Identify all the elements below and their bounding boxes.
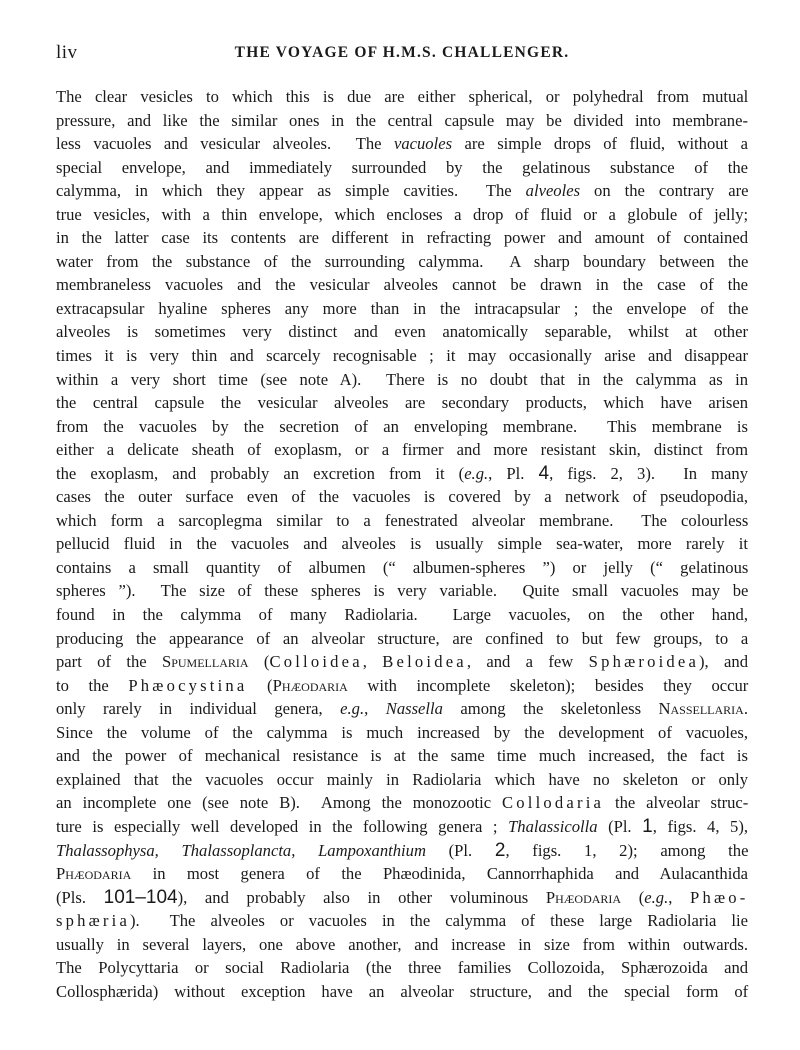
- text-segment: with incomplete skeleton); besides they occur: [347, 675, 749, 695]
- text-segment: among the skeletonless: [442, 699, 659, 719]
- text-line: [56, 744, 748, 768]
- text-line: [56, 697, 748, 721]
- text-segment: , and a few: [466, 652, 589, 672]
- text-segment: either a delicate sheath of exoplasm, or a firmer and more resistant skin, distinct from: [56, 440, 748, 460]
- text-line: [56, 603, 748, 627]
- text-line: [56, 862, 748, 886]
- text-segment: water from the substance of the surrounding calymma. A sharp boundary between the: [56, 251, 749, 271]
- text-segment: 101–104: [103, 886, 178, 908]
- text-segment: Thalassophysa, Thalassoplancta, Lampoxanthium: [56, 840, 426, 860]
- text-line: [56, 344, 748, 368]
- text-segment: ture is especially well developed in the following genera ;: [56, 816, 509, 836]
- page-number: liv: [56, 42, 78, 63]
- running-title: THE VOYAGE OF H.M.S. CHALLENGER.: [234, 44, 570, 61]
- text-line: [56, 627, 748, 651]
- text-segment: e.g.: [464, 463, 489, 483]
- text-segment: true vesicles, with a thin envelope, which encloses a drop of fluid or a globule of jelly;: [56, 204, 749, 224]
- text-segment: Beloidea: [382, 652, 467, 672]
- text-line: [56, 815, 748, 839]
- text-segment: pellucid fluid in the vacuoles and alveoles is usually simple sea-water, more rarely it: [56, 534, 748, 554]
- text-segment: 1: [642, 815, 653, 837]
- text-segment: (Pl.: [425, 840, 495, 860]
- text-line: [56, 462, 748, 486]
- text-segment: cases the outer surface even of the vacuoles is covered by a network of pseudopodia,: [56, 487, 748, 507]
- text-segment: , figs. 1, 2); among the: [505, 840, 749, 860]
- text-segment: Nassella: [385, 699, 443, 719]
- text-line: [56, 273, 748, 297]
- text-segment: Sphæroidea: [588, 652, 700, 672]
- text-segment: special envelope, and immediately surrounded by the gelatinous substance of the: [56, 157, 748, 177]
- text-segment: producing the appearance of an alveolar structure, are confined to but few groups, to a: [56, 628, 749, 648]
- text-line: [56, 579, 748, 603]
- text-line: [56, 297, 748, 321]
- text-segment: in the latter case its contents are different in refracting power and amount of contained: [56, 228, 748, 248]
- text-line: [56, 886, 748, 910]
- text-line: [56, 933, 748, 957]
- text-segment: Nassellaria: [658, 699, 744, 719]
- text-segment: Spumellaria: [161, 652, 249, 672]
- text-segment: which form a sarcoplegma similar to a fenestrated alveolar membrane. The colourless: [56, 510, 749, 530]
- text-segment: , figs. 2, 3). In many: [549, 463, 748, 483]
- text-line: [56, 320, 748, 344]
- text-segment: (Pls.: [56, 887, 104, 907]
- text-segment: within a very short time (see note A). There is no doubt that in the calymma as in: [56, 369, 749, 389]
- text-segment: less vacuoles and vesicular alveoles. The: [56, 134, 394, 154]
- text-segment: only rarely in individual genera,: [56, 699, 341, 719]
- text-segment: found in the calymma of many Radiolaria. Large vacuoles, on the other hand,: [56, 605, 748, 625]
- text-segment: membraneless vacuoles and the vesicular alveoles cannot be drawn in the case of the: [56, 275, 748, 295]
- text-segment: , figs. 4, 5),: [652, 816, 749, 836]
- text-line: [56, 203, 748, 227]
- text-segment: ), and probably also in other voluminous: [177, 887, 546, 907]
- text-line: [56, 485, 748, 509]
- text-segment: 2: [494, 839, 506, 861]
- text-line: [56, 509, 748, 533]
- text-line: [56, 650, 748, 674]
- text-segment: e.g.: [340, 699, 365, 719]
- text-segment: Collodaria: [502, 793, 605, 813]
- text-segment: (Pl.: [597, 816, 643, 836]
- text-segment: contains a small quantity of albumen (“ albumen-spheres ”) or jelly (“ gelatinous: [56, 557, 749, 577]
- text-line: [56, 415, 748, 439]
- text-segment: Colloidea: [269, 652, 363, 672]
- text-segment: Phæo-: [690, 887, 749, 907]
- body-text: [56, 85, 748, 1003]
- text-segment: , Pl.: [488, 463, 539, 483]
- text-line: [56, 532, 748, 556]
- text-segment: spheres ”). The size of these spheres is very variable. Quite small vacuoles may be: [56, 581, 749, 601]
- text-segment: vacuoles: [393, 134, 453, 154]
- text-segment: ,: [362, 652, 383, 672]
- text-segment: Since the volume of the calymma is much increased by the development of vacuoles,: [56, 722, 748, 742]
- text-line: [56, 674, 748, 698]
- text-segment: (: [248, 652, 270, 672]
- text-line: [56, 132, 748, 156]
- text-line: [56, 980, 748, 1004]
- text-segment: Thalassicolla: [508, 816, 598, 836]
- text-segment: part of the: [56, 652, 162, 672]
- text-line: [56, 250, 748, 274]
- text-line: [56, 179, 748, 203]
- text-line: [56, 226, 748, 250]
- text-segment: alveoles is sometimes very distinct and even anatomically separable, whilst at other: [56, 322, 748, 342]
- text-line: [56, 438, 748, 462]
- text-segment: ). The alveoles or vacuoles in the calymma of these large Radiolaria lie: [130, 911, 748, 931]
- text-line: [56, 956, 748, 980]
- text-segment: (: [621, 887, 645, 907]
- text-line: [56, 368, 748, 392]
- text-line: [56, 721, 748, 745]
- text-segment: alveoles: [525, 181, 581, 201]
- text-segment: (: [247, 675, 273, 695]
- text-segment: the alveolar struc-: [604, 793, 749, 813]
- text-segment: on the contrary are: [580, 181, 749, 201]
- text-segment: e.g.: [644, 887, 669, 907]
- text-line: [56, 85, 748, 109]
- text-segment: ), and: [699, 652, 749, 672]
- text-segment: and the power of mechanical resistance is at the same time much increased, the fact is: [56, 746, 748, 766]
- text-segment: an incomplete one (see note B). Among the monozootic: [56, 793, 503, 813]
- text-segment: the central capsule the vesicular alveoles are secondary products, which have arisen: [56, 393, 748, 413]
- text-line: [56, 791, 748, 815]
- text-segment: usually in several layers, one above another, and increase in size from within outwards.: [56, 934, 749, 954]
- text-segment: Phæodaria: [272, 675, 348, 695]
- text-segment: explained that the vacuoles occur mainly in Radiolaria which have no skeleton or only: [56, 769, 748, 789]
- text-line: [56, 909, 748, 933]
- text-segment: extracapsular hyaline spheres any more than in the intracapsular ; the envelope of the: [56, 298, 749, 318]
- running-header: [56, 42, 748, 66]
- text-line: [56, 109, 748, 133]
- text-segment: 4: [538, 462, 550, 484]
- text-line: [56, 556, 748, 580]
- text-segment: calymma, in which they appear as simple cavities. The: [56, 181, 526, 201]
- text-segment: Collosphærida) without exception have an alveolar structure, and the special form of: [56, 981, 749, 1001]
- text-segment: sphæria: [56, 911, 131, 931]
- text-segment: pressure, and like the similar ones in the central capsule may be divided into membrane-: [56, 110, 748, 130]
- text-segment: the exoplasm, and probably an excretion from it (: [56, 463, 465, 483]
- text-segment: ,: [364, 699, 386, 719]
- text-segment: times it is very thin and scarcely recognisable ; it may occasionally arise and disappear: [56, 346, 748, 366]
- text-line: [56, 156, 748, 180]
- text-segment: in most genera of the Phæodinida, Cannorrhaphida and Aulacanthida: [131, 864, 748, 884]
- text-segment: from the vacuoles by the secretion of an enveloping membrane. This membrane is: [56, 416, 748, 436]
- text-segment: The Polycyttaria or social Radiolaria (the three families Collozoida, Sphærozoida and: [56, 958, 749, 978]
- text-line: [56, 768, 748, 792]
- text-segment: ,: [668, 887, 691, 907]
- text-segment: The clear vesicles to which this is due are either spherical, or polyhedral from mutual: [56, 87, 749, 106]
- text-segment: are simple drops of fluid, without a: [452, 134, 748, 154]
- text-segment: Phæodaria: [545, 887, 622, 907]
- text-line: [56, 391, 748, 415]
- text-segment: .: [743, 699, 748, 719]
- text-line: [56, 839, 748, 863]
- text-segment: to the: [56, 675, 129, 695]
- text-segment: Phæocystina: [128, 675, 248, 695]
- text-segment: Phæodaria: [56, 864, 132, 884]
